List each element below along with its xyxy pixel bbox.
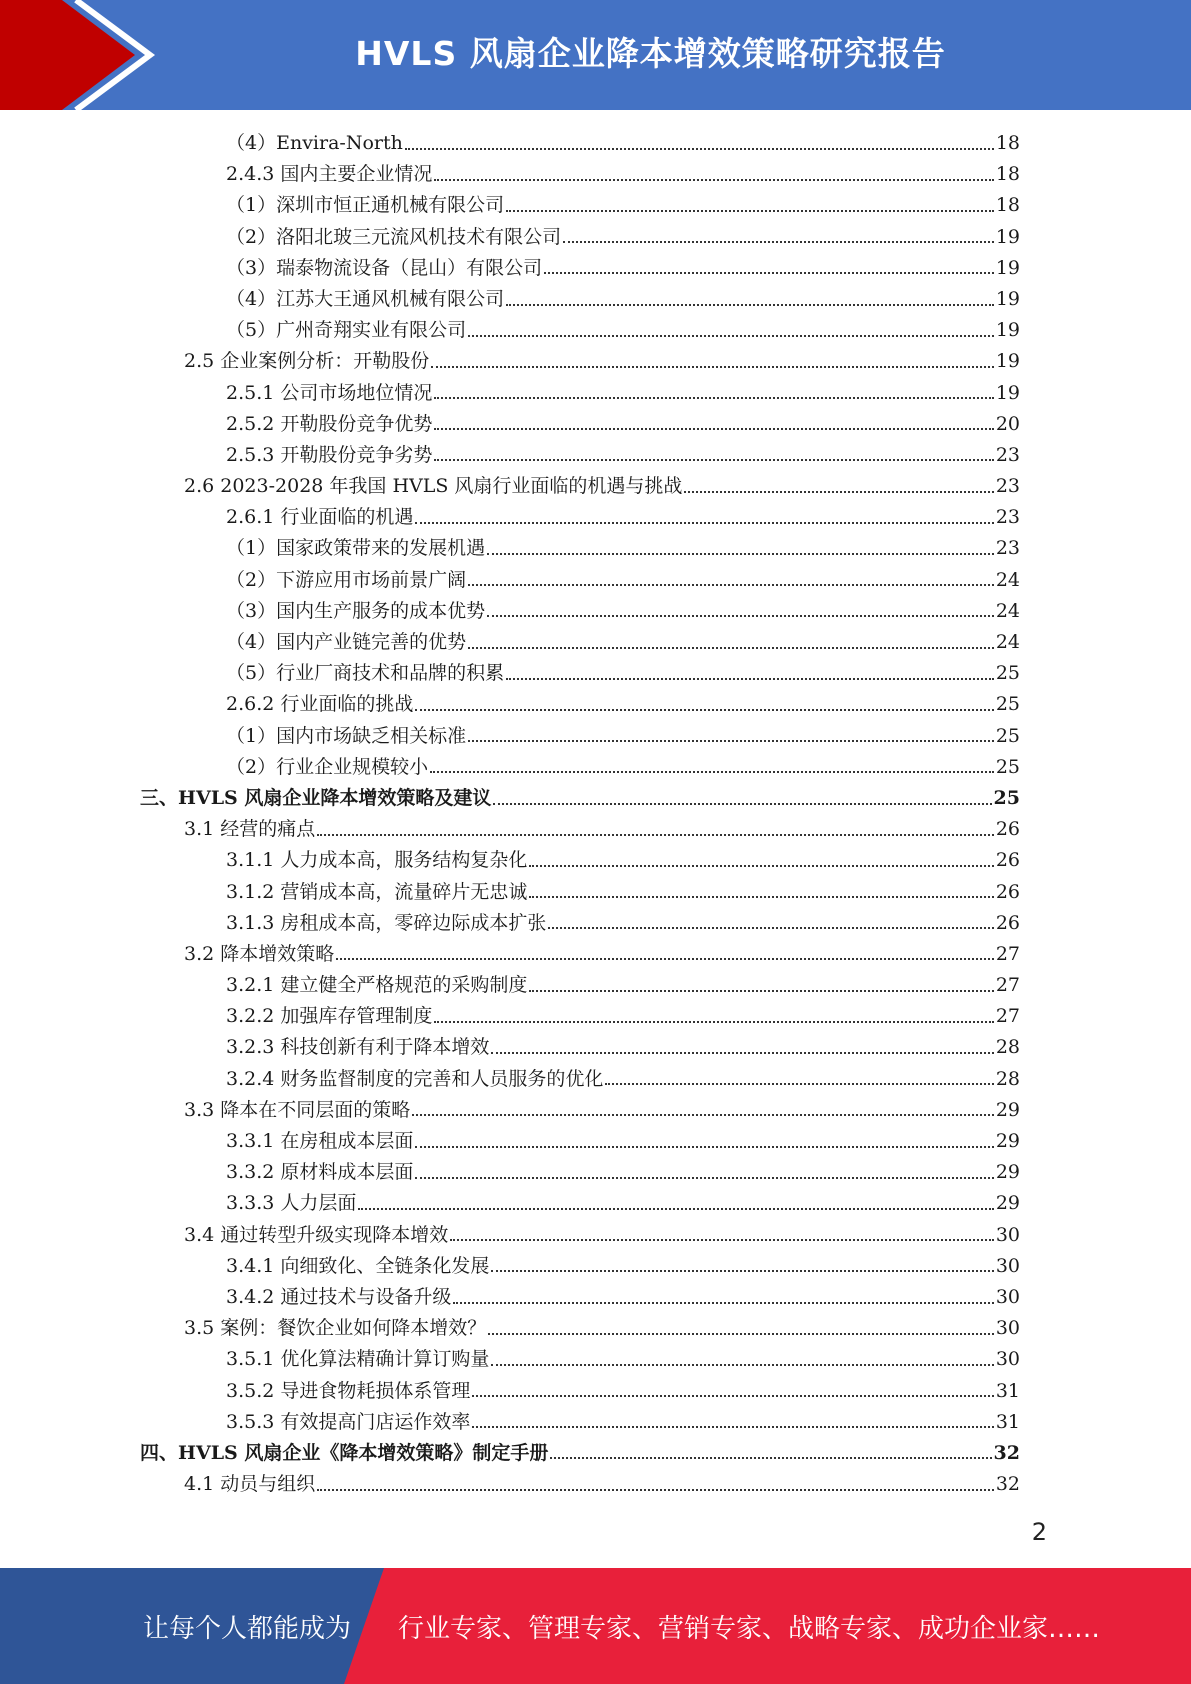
toc-entry-page: 25: [993, 786, 1020, 809]
page-header: [0, 0, 1191, 110]
toc-entry[interactable]: [140, 596, 1020, 627]
toc-entry[interactable]: [140, 627, 1020, 658]
toc-dot-leader: [491, 1052, 993, 1054]
toc-entry-label: 四、HVLS 风扇企业《降本增效策略》制定手册: [140, 1441, 549, 1464]
toc-entry-page: 27: [995, 942, 1020, 965]
toc-entry[interactable]: [140, 128, 1020, 159]
toc-entry[interactable]: [140, 814, 1020, 845]
toc-entry-label: 4.1 动员与组织: [184, 1473, 316, 1496]
toc-entry[interactable]: [140, 908, 1020, 939]
toc-dot-leader: [529, 896, 993, 898]
toc-entry[interactable]: [140, 1251, 1020, 1282]
toc-dot-leader: [472, 1395, 993, 1397]
toc-dot-leader: [472, 1426, 993, 1428]
toc-entry[interactable]: [140, 159, 1020, 190]
toc-entry[interactable]: [140, 1344, 1020, 1375]
toc-entry-page: 29: [995, 1098, 1020, 1121]
toc-entry-label: 3.1.2 营销成本高，流量碎片无忠诚: [226, 880, 528, 903]
toc-entry[interactable]: [140, 1032, 1020, 1063]
toc-entry[interactable]: [140, 1001, 1020, 1032]
toc-entry[interactable]: [140, 1188, 1020, 1219]
toc-dot-leader: [434, 1021, 993, 1023]
toc-dot-leader: [468, 647, 994, 649]
toc-entry-label: （4）Envira-North: [226, 132, 403, 154]
toc-entry-label: 2.6.1 行业面临的机遇: [226, 506, 414, 529]
toc-entry[interactable]: [140, 1438, 1020, 1469]
toc-entry[interactable]: [140, 783, 1020, 814]
toc-entry[interactable]: [140, 1220, 1020, 1251]
toc-entry-label: 3.3.2 原材料成本层面: [226, 1161, 414, 1184]
page-footer: [0, 1568, 1191, 1684]
toc-entry-page: 32: [993, 1441, 1020, 1464]
toc-entry-label: 3.5.2 导进食物耗损体系管理: [226, 1379, 471, 1402]
toc-entry-label: 2.4.3 国内主要企业情况: [226, 163, 433, 186]
toc-entry[interactable]: [140, 1469, 1020, 1500]
toc-dot-leader: [405, 148, 994, 150]
toc-entry[interactable]: [140, 315, 1020, 346]
toc-dot-leader: [415, 522, 993, 524]
toc-entry-label: 3.2 降本增效策略: [184, 942, 335, 965]
toc-dot-leader: [450, 1239, 994, 1241]
toc-entry-label: 3.5.1 优化算法精确计算订购量: [226, 1348, 490, 1371]
toc-entry[interactable]: [140, 1095, 1020, 1126]
toc-dot-leader: [430, 771, 994, 773]
toc-entry-label: （2）下游应用市场前景广阔: [226, 568, 467, 591]
toc-entry-label: （1）深圳市恒正通机械有限公司: [226, 194, 505, 217]
toc-entry-page: 28: [995, 1036, 1020, 1059]
toc-entry-label: 三、HVLS 风扇企业降本增效策略及建议: [140, 786, 492, 809]
toc-dot-leader: [487, 615, 994, 617]
toc-entry-label: 3.3.1 在房租成本层面: [226, 1130, 414, 1152]
toc-entry[interactable]: [140, 845, 1020, 876]
toc-entry-page: 19: [995, 225, 1020, 248]
toc-entry-label: 2.5.3 开勒股份竞争劣势: [226, 443, 433, 466]
table-of-contents: [140, 128, 1020, 1500]
toc-entry-page: 23: [995, 537, 1020, 560]
toc-dot-leader: [431, 366, 994, 368]
toc-entry-label: 2.6.2 行业面临的挑战: [226, 693, 414, 716]
toc-dot-leader: [506, 678, 994, 680]
toc-entry-page: 31: [995, 1379, 1020, 1402]
toc-entry-page: 30: [995, 1223, 1020, 1246]
toc-entry[interactable]: [140, 378, 1020, 409]
report-title: HVLS 风扇企业降本增效策略研究报告: [355, 34, 946, 73]
toc-dot-leader: [544, 272, 994, 274]
toc-entry-label: （2）洛阳北玻三元流风机技术有限公司: [226, 225, 562, 248]
toc-entry-page: 29: [995, 1192, 1020, 1215]
toc-entry[interactable]: [140, 1126, 1020, 1157]
toc-entry-page: 18: [995, 163, 1020, 186]
toc-entry-label: 3.2.2 加强库存管理制度: [226, 1005, 433, 1028]
toc-dot-leader: [548, 927, 993, 929]
toc-entry-page: 23: [995, 475, 1020, 498]
toc-entry-label: 2.5 企业案例分析：开勒股份: [184, 350, 430, 373]
toc-entry-label: 3.1.1 人力成本高，服务结构复杂化: [226, 849, 528, 872]
toc-dot-leader: [412, 1114, 994, 1116]
toc-dot-leader: [317, 1489, 994, 1491]
toc-entry-page: 30: [995, 1254, 1020, 1277]
toc-dot-leader: [453, 1302, 993, 1304]
toc-dot-leader: [550, 1457, 991, 1459]
toc-dot-leader: [468, 740, 994, 742]
toc-entry-label: 3.5.3 有效提高门店运作效率: [226, 1410, 471, 1433]
toc-entry[interactable]: [140, 970, 1020, 1001]
toc-entry-label: 3.3 降本在不同层面的策略: [184, 1098, 411, 1121]
toc-entry-label: 3.4.2 通过技术与设备升级: [226, 1285, 452, 1308]
toc-entry-label: 2.6 2023-2028 年我国 HVLS 风扇行业面临的机遇与挑战: [184, 475, 683, 498]
toc-entry-page: 31: [995, 1410, 1020, 1433]
toc-entry[interactable]: [140, 346, 1020, 377]
toc-entry-page: 32: [995, 1473, 1020, 1496]
toc-entry[interactable]: [140, 190, 1020, 221]
toc-entry[interactable]: [140, 1064, 1020, 1095]
toc-dot-leader: [684, 491, 993, 493]
toc-entry-label: （5）行业厂商技术和品牌的积累: [226, 662, 505, 685]
toc-entry-page: 28: [995, 1067, 1020, 1090]
toc-entry[interactable]: [140, 877, 1020, 908]
toc-dot-leader: [468, 584, 994, 586]
toc-dot-leader: [415, 1146, 993, 1148]
toc-entry-page: 26: [995, 849, 1020, 872]
toc-dot-leader: [506, 210, 994, 212]
toc-entry-label: （3）瑞泰物流设备（昆山）有限公司: [226, 256, 543, 279]
toc-entry-label: 2.5.1 公司市场地位情况: [226, 381, 433, 404]
toc-entry[interactable]: [140, 440, 1020, 471]
toc-entry-page: 19: [995, 350, 1020, 373]
toc-entry-page: 26: [995, 880, 1020, 903]
toc-dot-leader: [434, 179, 993, 181]
toc-entry-label: 3.2.3 科技创新有利于降本增效: [226, 1036, 490, 1059]
toc-dot-leader: [488, 1333, 994, 1335]
toc-entry-label: 3.4 通过转型升级实现降本增效: [184, 1223, 449, 1246]
toc-entry-label: 2.5.2 开勒股份竞争优势: [226, 412, 433, 435]
toc-entry[interactable]: [140, 1407, 1020, 1438]
toc-dot-leader: [434, 459, 993, 461]
toc-entry-page: 25: [995, 662, 1020, 685]
toc-entry-page: 27: [995, 974, 1020, 997]
toc-dot-leader: [529, 865, 993, 867]
toc-entry-page: 26: [995, 911, 1020, 934]
toc-dot-leader: [317, 834, 994, 836]
toc-entry-label: 3.1 经营的痛点: [184, 818, 316, 841]
toc-entry-label: （4）江苏大王通风机械有限公司: [226, 287, 505, 310]
toc-dot-leader: [487, 553, 994, 555]
toc-dot-leader: [434, 397, 993, 399]
toc-entry[interactable]: [140, 1313, 1020, 1344]
toc-entry-page: 24: [995, 631, 1020, 653]
toc-dot-leader: [415, 709, 993, 711]
toc-entry-page: 19: [995, 287, 1020, 310]
toc-entry-label: （4）国内产业链完善的优势: [226, 631, 467, 653]
toc-entry-label: 3.1.3 房租成本高，零碎边际成本扩张: [226, 911, 547, 934]
toc-entry-page: 25: [995, 724, 1020, 747]
toc-dot-leader: [468, 335, 994, 337]
toc-entry-page: 29: [995, 1130, 1020, 1152]
toc-entry-label: 3.2.4 财务监督制度的完善和人员服务的优化: [226, 1067, 604, 1090]
toc-entry-label: （1）国家政策带来的发展机遇: [226, 537, 486, 560]
toc-entry-page: 30: [995, 1317, 1020, 1340]
toc-entry[interactable]: [140, 1376, 1020, 1407]
toc-entry[interactable]: [140, 533, 1020, 564]
toc-entry-page: 19: [995, 319, 1020, 342]
toc-dot-leader: [529, 990, 993, 992]
toc-entry[interactable]: [140, 658, 1020, 689]
toc-entry-label: （3）国内生产服务的成本优势: [226, 599, 486, 622]
toc-entry-page: 30: [995, 1348, 1020, 1371]
toc-entry-page: 23: [995, 506, 1020, 529]
toc-entry-page: 29: [995, 1161, 1020, 1184]
toc-dot-leader: [506, 304, 994, 306]
toc-dot-leader: [563, 241, 994, 243]
toc-entry-page: 24: [995, 568, 1020, 591]
toc-entry-label: 3.3.3 人力层面: [226, 1192, 357, 1215]
toc-entry-label: 3.2.1 建立健全严格规范的采购制度: [226, 974, 528, 997]
toc-entry[interactable]: [140, 752, 1020, 783]
footer-slogan-left: 让每个人都能成为: [143, 1614, 352, 1644]
toc-dot-leader: [491, 1364, 993, 1366]
toc-entry-page: 24: [995, 599, 1020, 622]
toc-entry-page: 20: [995, 412, 1020, 435]
page-number: 2: [1031, 1518, 1047, 1546]
toc-entry[interactable]: [140, 222, 1020, 253]
toc-dot-leader: [358, 1208, 993, 1210]
toc-dot-leader: [491, 1270, 993, 1272]
toc-entry[interactable]: [140, 721, 1020, 752]
toc-dot-leader: [336, 958, 994, 960]
toc-dot-leader: [605, 1083, 993, 1085]
toc-entry-page: 30: [995, 1285, 1020, 1308]
toc-entry[interactable]: [140, 471, 1020, 502]
toc-entry-label: （1）国内市场缺乏相关标准: [226, 724, 467, 747]
toc-entry[interactable]: [140, 284, 1020, 315]
toc-dot-leader: [434, 428, 993, 430]
toc-entry-label: 3.5 案例：餐饮企业如何降本增效？: [184, 1317, 487, 1340]
toc-entry[interactable]: [140, 939, 1020, 970]
toc-entry[interactable]: [140, 502, 1020, 533]
toc-entry-page: 18: [995, 132, 1020, 154]
toc-entry-page: 18: [995, 194, 1020, 217]
toc-entry[interactable]: [140, 1157, 1020, 1188]
toc-dot-leader: [415, 1177, 993, 1179]
toc-entry-page: 27: [995, 1005, 1020, 1028]
toc-entry-page: 25: [995, 693, 1020, 716]
toc-entry-page: 19: [995, 256, 1020, 279]
toc-entry[interactable]: [140, 409, 1020, 440]
toc-entry[interactable]: [140, 1282, 1020, 1313]
toc-entry[interactable]: [140, 565, 1020, 596]
toc-entry-page: 19: [995, 381, 1020, 404]
footer-slogan-right: 行业专家、管理专家、营销专家、战略专家、成功企业家……: [398, 1614, 1101, 1644]
toc-entry-page: 25: [995, 755, 1020, 778]
toc-entry-label: （2）行业企业规模较小: [226, 755, 429, 778]
toc-entry-label: （5）广州奇翔实业有限公司: [226, 319, 467, 342]
toc-dot-leader: [493, 803, 991, 805]
toc-entry-page: 26: [995, 818, 1020, 841]
toc-entry[interactable]: [140, 253, 1020, 284]
toc-entry-label: 3.4.1 向细致化、全链条化发展: [226, 1254, 490, 1277]
toc-entry-page: 23: [995, 443, 1020, 466]
toc-entry[interactable]: [140, 689, 1020, 720]
